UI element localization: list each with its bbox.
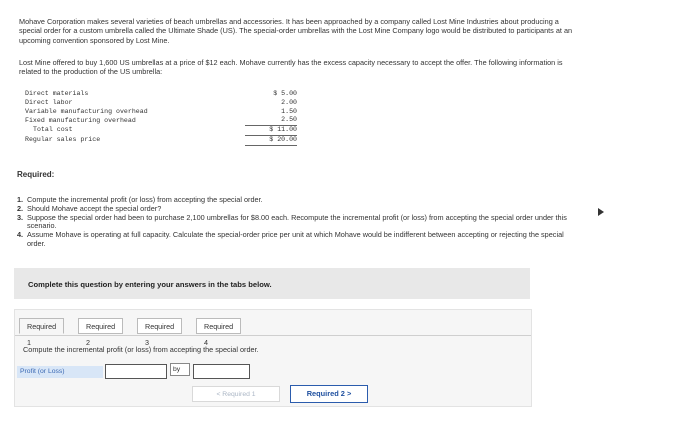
question-text: Compute the incremental profit (or loss) from accepting the special order. [27,195,263,204]
question-text: Suppose the special order had been to purchase 2,100 umbrellas for $8.00 each. Recompute the incremental profit (or loss) from accepting the special order under this scenario. [27,212,567,231]
cost-amount: $ 5.00 [273,90,297,97]
table-row [25,99,297,108]
cost-label: Fixed manufacturing overhead [25,116,136,124]
cost-label: Variable manufacturing overhead [25,107,148,115]
cost-amount: 2.50 [245,116,297,125]
tab-divider [15,335,531,336]
cost-label: Direct labor [25,98,73,106]
table-row [25,135,297,145]
cost-total-amount: $ 11.00 [245,126,297,136]
banner-text: Complete this question by entering your answers in the tabs below. [28,280,272,289]
mouse-cursor-icon [598,208,604,216]
question-list [17,196,577,249]
list-item [17,214,577,232]
list-item [17,231,577,249]
cost-amount: 2.00 [281,98,297,106]
by-label: by [170,363,190,376]
intro-paragraph-2: Lost Mine offered to buy 1,600 US umbrellas at a price of $12 each. Mohave currently has the excess capacity necessary to accept the offer. The following information is related to the production of the US umbrella: [19,58,563,77]
answer-panel [14,309,532,407]
tab-required-3[interactable]: Required 3 [137,318,182,334]
cost-table [25,90,297,146]
table-row [25,90,297,99]
tab-required-4[interactable]: Required 4 [196,318,241,334]
question-number: 2. [17,203,24,213]
table-row [25,108,297,117]
table-row [25,126,297,136]
cost-total-label: Total cost [33,126,73,134]
tab-required-1[interactable]: Required 1 [19,318,64,334]
profit-loss-label: Profit (or Loss) [17,366,103,378]
question-number: 4. [17,230,24,240]
question-text: Assume Mohave is operating at full capacity. Calculate the special-order price per unit at which Mohave would be indifferent between accepting or rejecting the special order. [27,230,564,248]
profit-by-input[interactable] [193,364,250,379]
tab-required-2[interactable]: Required 2 [78,318,123,334]
table-row [25,116,297,125]
intro-paragraph-1: Mohave Corporation makes several varieties of beach umbrellas and accessories. It has been approached by a company called Lost Mine Industries about producing a special order for a custom umbrella called the Ultimate Shade (US). The special-order umbrellas with the Lost Mine Company logo would be distributed to participants at an upcoming convention sponsored by Lost Mine. [19,17,573,45]
question-text: Should Mohave accept the special order? [27,203,162,213]
profit-amount-input[interactable] [105,364,167,379]
required-heading: Required: [17,170,55,179]
question-number: 1. [17,195,24,204]
instructions-banner [14,268,530,299]
question-number: 3. [17,212,24,222]
panel-instruction: Compute the incremental profit (or loss) from accepting the special order. [23,345,259,354]
next-required-button[interactable]: Required 2 > [290,385,368,403]
cost-amount: $ 20.00 [245,135,297,145]
cost-amount: 1.50 [281,107,297,115]
cost-label: Regular sales price [25,135,101,143]
cost-label: Direct materials [25,90,89,97]
prev-required-button[interactable]: < Required 1 [192,386,280,402]
